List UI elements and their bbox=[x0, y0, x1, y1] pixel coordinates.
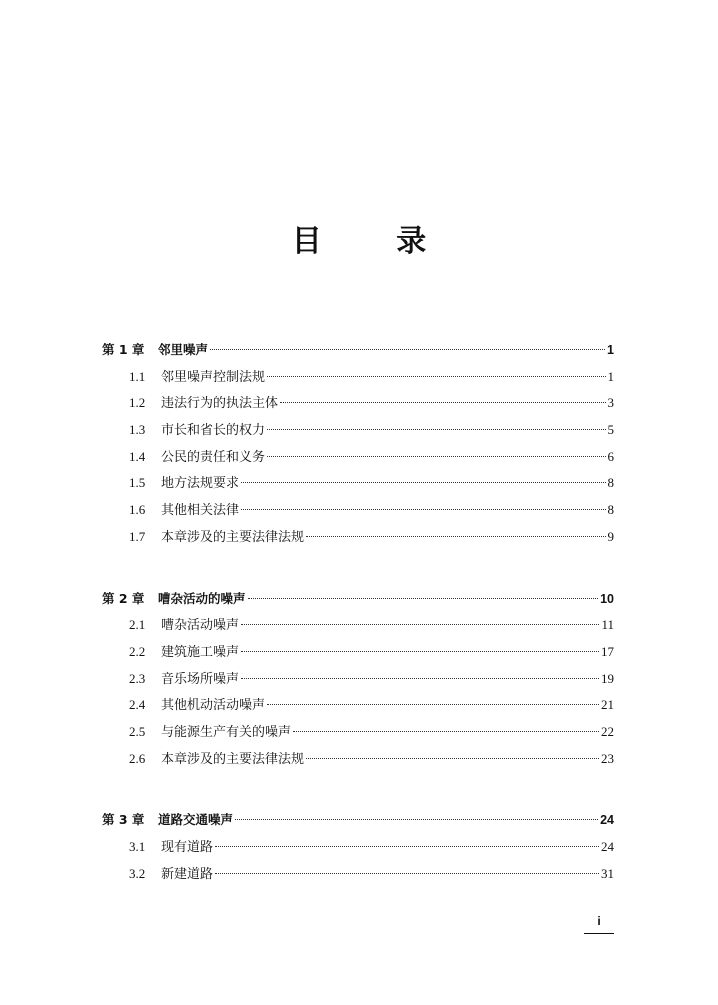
chapter-entry[interactable] bbox=[102, 807, 614, 834]
section-entry[interactable] bbox=[102, 746, 614, 773]
section-page-number: 23 bbox=[601, 750, 614, 766]
section-title: 市长和省长的权力 bbox=[161, 423, 266, 439]
section-entry[interactable] bbox=[102, 497, 614, 524]
section-label: 2.6 bbox=[129, 750, 146, 766]
section-page-number: 9 bbox=[607, 528, 614, 544]
chapter-title: 嘈杂活动的噪声 bbox=[158, 590, 246, 606]
section-title: 嘈杂活动噪声 bbox=[161, 618, 240, 634]
page-title: 目 录 bbox=[291, 224, 459, 259]
chapter-page-number: 1 bbox=[607, 343, 614, 357]
section-title: 现有道路 bbox=[161, 840, 214, 855]
dot-leader bbox=[241, 651, 599, 652]
section-label: 3.1 bbox=[129, 839, 146, 854]
section-label: 1.3 bbox=[129, 422, 146, 438]
section-page-number: 5 bbox=[607, 422, 614, 438]
section-title: 地方法规要求 bbox=[161, 476, 240, 492]
section-title: 新建道路 bbox=[161, 866, 214, 882]
section-title: 公民的责任和义务 bbox=[161, 449, 266, 465]
page-number-rule bbox=[584, 933, 614, 934]
section-label: 2.2 bbox=[129, 643, 146, 659]
section-entry[interactable] bbox=[102, 417, 614, 444]
section-title: 其他相关法律 bbox=[161, 503, 240, 519]
section-page-number: 8 bbox=[607, 475, 614, 491]
section-entry[interactable] bbox=[102, 470, 614, 497]
section-label: 1.7 bbox=[129, 528, 146, 544]
dot-leader bbox=[267, 456, 605, 457]
section-page-number: 24 bbox=[601, 839, 614, 854]
section-page-number: 1 bbox=[607, 368, 614, 384]
section-title: 建筑施工噪声 bbox=[161, 644, 240, 660]
section-label: 1.5 bbox=[129, 475, 146, 491]
section-label: 2.5 bbox=[129, 723, 146, 739]
chapter-block bbox=[102, 337, 614, 551]
chapter-label: 第 1 章 bbox=[102, 342, 145, 357]
dot-leader bbox=[267, 429, 605, 430]
section-title: 本章涉及的主要法律法规 bbox=[161, 751, 305, 767]
dot-leader bbox=[280, 402, 605, 403]
dot-leader bbox=[215, 846, 599, 847]
dot-leader bbox=[210, 349, 605, 350]
chapter-entry[interactable] bbox=[102, 337, 614, 364]
section-entry[interactable] bbox=[102, 666, 614, 693]
section-page-number: 22 bbox=[601, 723, 614, 739]
dot-leader bbox=[293, 731, 599, 732]
dot-leader bbox=[241, 624, 599, 625]
dot-leader bbox=[215, 873, 599, 874]
chapter-page-number: 10 bbox=[600, 591, 614, 606]
dot-leader bbox=[267, 704, 599, 705]
section-entry[interactable] bbox=[102, 692, 614, 719]
dot-leader bbox=[306, 536, 605, 537]
section-label: 1.6 bbox=[129, 502, 146, 518]
chapter-block bbox=[102, 586, 614, 773]
chapter-label: 第 3 章 bbox=[102, 812, 145, 828]
section-title: 邻里噪声控制法规 bbox=[161, 369, 266, 385]
section-label: 2.4 bbox=[129, 697, 146, 713]
section-page-number: 11 bbox=[601, 617, 614, 633]
dot-leader bbox=[241, 509, 605, 510]
section-page-number: 3 bbox=[607, 395, 614, 411]
section-entry[interactable] bbox=[102, 834, 614, 861]
section-title: 音乐场所噪声 bbox=[161, 671, 240, 687]
chapter-label: 第 2 章 bbox=[102, 590, 145, 606]
chapter-title: 道路交通噪声 bbox=[158, 812, 234, 828]
section-label: 2.1 bbox=[129, 617, 146, 633]
section-page-number: 6 bbox=[607, 448, 614, 464]
section-label: 2.3 bbox=[129, 670, 146, 686]
dot-leader bbox=[241, 678, 599, 679]
dot-leader bbox=[248, 598, 599, 599]
section-label: 1.2 bbox=[129, 395, 146, 411]
dot-leader bbox=[306, 758, 599, 759]
section-entry[interactable] bbox=[102, 524, 614, 551]
dot-leader bbox=[267, 376, 605, 377]
section-entry[interactable] bbox=[102, 719, 614, 746]
chapter-title: 邻里噪声 bbox=[158, 342, 209, 357]
section-label: 3.2 bbox=[129, 865, 146, 881]
section-entry[interactable] bbox=[102, 364, 614, 391]
section-page-number: 31 bbox=[601, 865, 614, 881]
chapter-block bbox=[102, 807, 614, 887]
chapter-entry[interactable] bbox=[102, 586, 614, 613]
dot-leader bbox=[235, 819, 598, 820]
section-title: 与能源生产有关的噪声 bbox=[161, 724, 292, 740]
dot-leader bbox=[241, 482, 605, 483]
section-title: 本章涉及的主要法律法规 bbox=[161, 529, 305, 545]
section-title: 违法行为的执法主体 bbox=[161, 396, 279, 412]
section-title: 其他机动活动噪声 bbox=[161, 698, 266, 714]
section-page-number: 17 bbox=[601, 643, 614, 659]
page-number: i bbox=[597, 914, 601, 928]
chapter-page-number: 24 bbox=[600, 813, 614, 828]
section-label: 1.4 bbox=[129, 448, 146, 464]
section-entry[interactable] bbox=[102, 861, 614, 888]
section-page-number: 8 bbox=[607, 502, 614, 518]
section-entry[interactable] bbox=[102, 390, 614, 417]
table-of-contents bbox=[102, 337, 614, 922]
section-page-number: 21 bbox=[601, 697, 614, 713]
section-page-number: 19 bbox=[601, 670, 614, 686]
section-entry[interactable] bbox=[102, 444, 614, 471]
section-label: 1.1 bbox=[129, 368, 146, 384]
section-entry[interactable] bbox=[102, 612, 614, 639]
section-entry[interactable] bbox=[102, 639, 614, 666]
